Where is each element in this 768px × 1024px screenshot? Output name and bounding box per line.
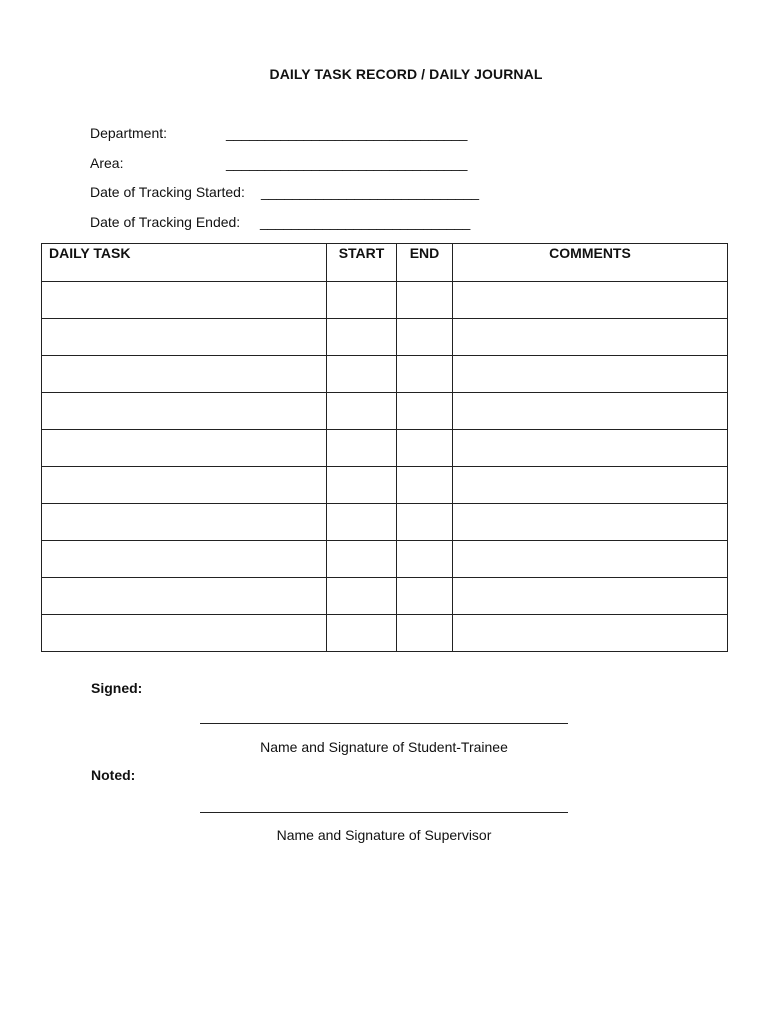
- table-row: [42, 319, 728, 356]
- end-cell[interactable]: [397, 356, 453, 393]
- task-cell[interactable]: [42, 578, 327, 615]
- table-row: [42, 467, 728, 504]
- start-cell[interactable]: [327, 615, 397, 652]
- area-blank-line[interactable]: _______________________________: [226, 155, 468, 171]
- student-signature-line[interactable]: [200, 723, 568, 724]
- task-cell[interactable]: [42, 504, 327, 541]
- supervisor-signature-line[interactable]: [200, 812, 568, 813]
- student-signature-caption: Name and Signature of Student-Trainee: [260, 739, 508, 755]
- task-cell[interactable]: [42, 282, 327, 319]
- end-cell[interactable]: [397, 467, 453, 504]
- task-cell[interactable]: [42, 319, 327, 356]
- table-row: [42, 393, 728, 430]
- comments-header: COMMENTS: [453, 244, 728, 282]
- department-blank-line[interactable]: _______________________________: [226, 125, 468, 141]
- table-row: [42, 615, 728, 652]
- table-row: [42, 282, 728, 319]
- task-cell[interactable]: [42, 356, 327, 393]
- table-row: [42, 430, 728, 467]
- comments-cell[interactable]: [453, 504, 728, 541]
- start-cell[interactable]: [327, 578, 397, 615]
- comments-cell[interactable]: [453, 615, 728, 652]
- daily-task-header: DAILY TASK: [42, 244, 327, 282]
- task-cell[interactable]: [42, 541, 327, 578]
- comments-cell[interactable]: [453, 282, 728, 319]
- table-row: [42, 504, 728, 541]
- noted-label: Noted:: [91, 767, 136, 783]
- tracking-started-blank-line[interactable]: ____________________________: [261, 184, 480, 200]
- task-cell[interactable]: [42, 430, 327, 467]
- comments-cell[interactable]: [453, 356, 728, 393]
- end-cell[interactable]: [397, 393, 453, 430]
- start-cell[interactable]: [327, 393, 397, 430]
- daily-task-table: [41, 243, 728, 652]
- area-label: Area:: [90, 155, 124, 171]
- task-cell[interactable]: [42, 393, 327, 430]
- start-cell[interactable]: [327, 282, 397, 319]
- end-cell[interactable]: [397, 504, 453, 541]
- end-cell[interactable]: [397, 430, 453, 467]
- tracking-started-label: Date of Tracking Started:: [90, 184, 245, 200]
- comments-cell[interactable]: [453, 430, 728, 467]
- start-cell[interactable]: [327, 356, 397, 393]
- end-header: END: [397, 244, 453, 282]
- task-cell[interactable]: [42, 615, 327, 652]
- end-cell[interactable]: [397, 578, 453, 615]
- tracking-ended-label: Date of Tracking Ended:: [90, 214, 241, 230]
- area-field: [90, 155, 468, 171]
- task-cell[interactable]: [42, 467, 327, 504]
- comments-cell[interactable]: [453, 393, 728, 430]
- end-cell[interactable]: [397, 615, 453, 652]
- supervisor-signature-caption: Name and Signature of Supervisor: [276, 827, 492, 843]
- table-row: [42, 541, 728, 578]
- task-rows: [42, 282, 728, 652]
- signed-label: Signed:: [91, 680, 143, 696]
- department-label: Department:: [90, 125, 168, 141]
- table-row: [42, 356, 728, 393]
- start-cell[interactable]: [327, 430, 397, 467]
- comments-cell[interactable]: [453, 319, 728, 356]
- tracking-ended-field: [90, 214, 471, 230]
- comments-cell[interactable]: [453, 541, 728, 578]
- start-cell[interactable]: [327, 319, 397, 356]
- start-cell[interactable]: [327, 504, 397, 541]
- start-cell[interactable]: [327, 541, 397, 578]
- document-title: DAILY TASK RECORD / DAILY JOURNAL: [269, 66, 543, 82]
- end-cell[interactable]: [397, 319, 453, 356]
- start-cell[interactable]: [327, 467, 397, 504]
- tracking-ended-blank-line[interactable]: ___________________________: [260, 214, 471, 230]
- comments-cell[interactable]: [453, 467, 728, 504]
- tracking-started-field: [90, 184, 480, 200]
- department-field: [90, 125, 468, 141]
- end-cell[interactable]: [397, 541, 453, 578]
- start-header: START: [327, 244, 397, 282]
- end-cell[interactable]: [397, 282, 453, 319]
- table-header-row: [42, 244, 728, 282]
- table-row: [42, 578, 728, 615]
- comments-cell[interactable]: [453, 578, 728, 615]
